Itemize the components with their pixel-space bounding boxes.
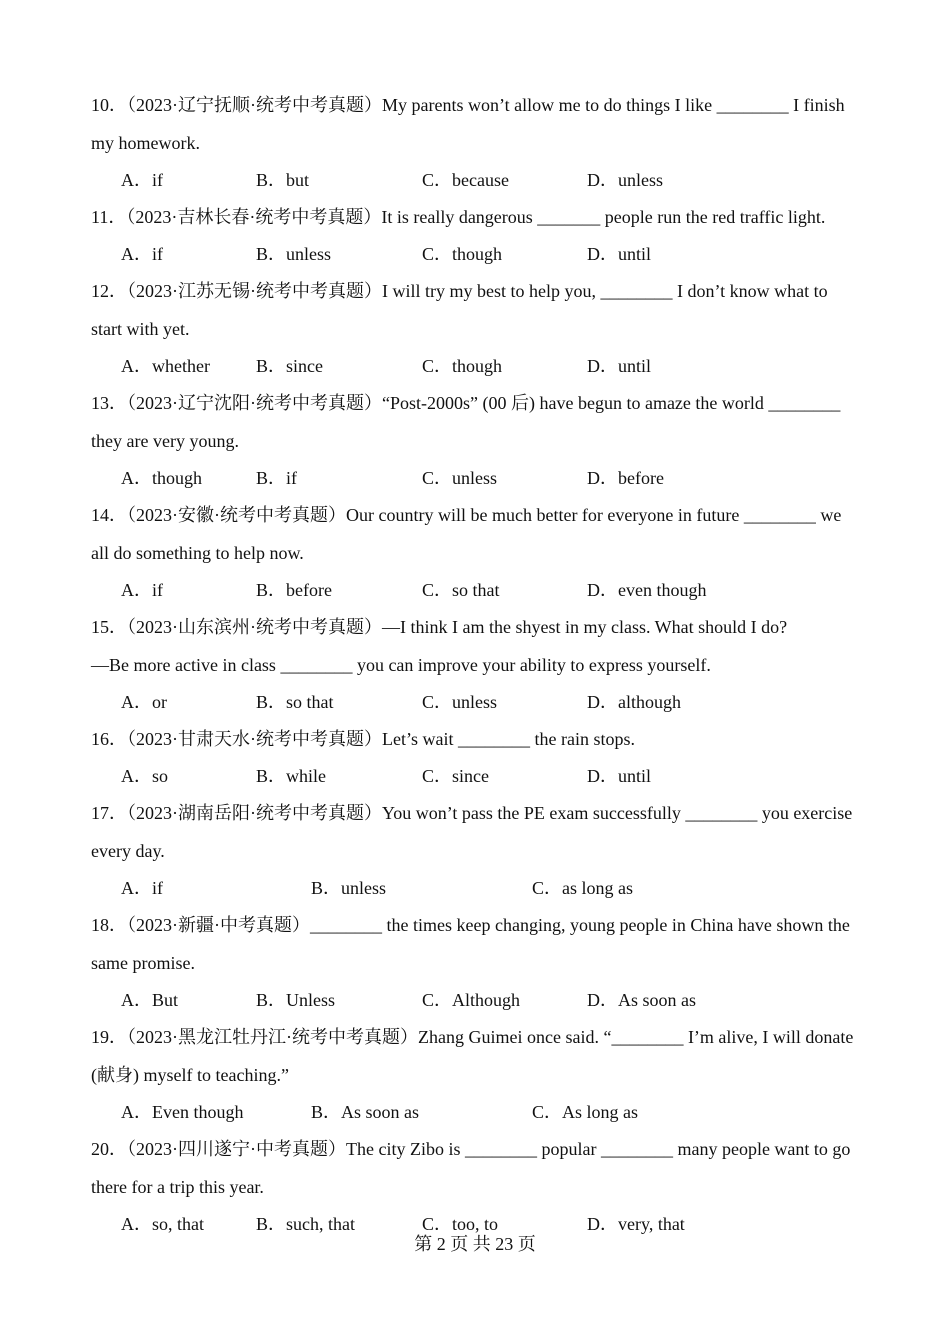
question-text: Zhang Guimei once said. “________ I’m alive, I will donate (献身) myself to teaching.” [91, 1027, 854, 1085]
question-number: 20． [91, 1139, 127, 1159]
option-a[interactable]: A．if [121, 580, 163, 600]
option-a[interactable]: A．if [121, 878, 163, 898]
question-number: 12． [91, 281, 127, 301]
question-20 [91, 1130, 861, 1242]
question-number: 18． [91, 915, 127, 935]
question-source: （2023·山东滨州·统考中考真题） [127, 617, 382, 637]
option-c[interactable]: C．as long as [532, 878, 633, 898]
question-text: You won’t pass the PE exam successfully ________ you exercise every day. [91, 803, 853, 861]
option-a[interactable]: A．if [121, 244, 163, 264]
question-number: 11． [91, 207, 127, 227]
option-b[interactable]: B．before [256, 580, 332, 600]
option-c[interactable]: C．though [422, 356, 503, 376]
options-row [91, 684, 861, 720]
question-stem [91, 1018, 861, 1094]
option-d[interactable]: D．unless [587, 170, 663, 190]
question-stem [91, 496, 861, 572]
option-b[interactable]: B．Unless [256, 990, 336, 1010]
option-b[interactable]: B．if [256, 468, 298, 488]
question-text: Let’s wait ________ the rain stops. [382, 729, 635, 749]
question-number: 15． [91, 617, 127, 637]
question-number: 14． [91, 505, 127, 525]
option-a[interactable]: A．But [121, 990, 179, 1010]
option-d[interactable]: D．until [587, 766, 652, 786]
question-10 [91, 86, 861, 198]
option-b[interactable]: B．but [256, 170, 310, 190]
option-c[interactable]: C．so that [422, 580, 500, 600]
options-row [91, 348, 861, 384]
option-a[interactable]: A．whether [121, 356, 210, 376]
question-source: （2023·湖南岳阳·统考中考真题） [127, 803, 382, 823]
question-stem [91, 794, 861, 870]
options-row [91, 870, 861, 906]
option-c[interactable]: C．though [422, 244, 503, 264]
options-row [91, 460, 861, 496]
question-text: Our country will be much better for everyone in future ________ we all do something to help now. [91, 505, 842, 563]
question-text: I will try my best to help you, ________ I don’t know what to start with yet. [91, 281, 828, 339]
question-number: 19． [91, 1027, 127, 1047]
question-stem [91, 1130, 861, 1206]
option-a[interactable]: A．so [121, 766, 169, 786]
option-b[interactable]: B．while [256, 766, 326, 786]
option-a[interactable]: A．though [121, 468, 202, 488]
question-12 [91, 272, 861, 384]
option-c[interactable]: C．unless [422, 692, 498, 712]
question-15 [91, 608, 861, 720]
question-source: （2023·安徽·统考中考真题） [127, 505, 346, 525]
question-stem [91, 272, 861, 348]
option-c[interactable]: C．because [422, 170, 509, 190]
question-source: （2023·江苏无锡·统考中考真题） [127, 281, 382, 301]
question-source: （2023·辽宁沈阳·统考中考真题） [127, 393, 382, 413]
option-b[interactable]: B．As soon as [311, 1102, 420, 1122]
options-row [91, 572, 861, 608]
option-b[interactable]: B．unless [256, 244, 332, 264]
option-d[interactable]: D．very, that [587, 1214, 685, 1234]
option-d[interactable]: D．even though [587, 580, 707, 600]
question-stem [91, 86, 861, 162]
question-source: （2023·辽宁抚顺·统考中考真题） [127, 95, 382, 115]
option-c[interactable]: C．since [422, 766, 489, 786]
question-number: 16． [91, 729, 127, 749]
question-list [91, 86, 861, 1242]
question-number: 10． [91, 95, 127, 115]
option-c[interactable]: C．too, to [422, 1214, 499, 1234]
option-a[interactable]: A．if [121, 170, 163, 190]
option-b[interactable]: B．so that [256, 692, 334, 712]
question-stem [91, 906, 861, 982]
option-b[interactable]: B．since [256, 356, 323, 376]
option-a[interactable]: A．so, that [121, 1214, 204, 1234]
question-reply: —Be more active in class ________ you can improve your ability to express yourself. [91, 655, 711, 675]
question-11 [91, 198, 861, 272]
options-row [91, 1094, 861, 1130]
question-text: It is really dangerous _______ people run the red traffic light. [381, 207, 826, 227]
options-row [91, 236, 861, 272]
question-text: —I think I am the shyest in my class. What should I do? [382, 617, 788, 637]
option-d[interactable]: D．until [587, 356, 652, 376]
question-17 [91, 794, 861, 906]
question-source: （2023·黑龙江牡丹江·统考中考真题） [127, 1027, 418, 1047]
question-source: （2023·甘肃天水·统考中考真题） [127, 729, 382, 749]
question-stem [91, 720, 861, 758]
options-row [91, 162, 861, 198]
option-d[interactable]: D．until [587, 244, 652, 264]
option-a[interactable]: A．Even though [121, 1102, 244, 1122]
question-text: The city Zibo is ________ popular ________ many people want to go there for a trip this year. [91, 1139, 851, 1197]
question-16 [91, 720, 861, 794]
options-row [91, 982, 861, 1018]
option-d[interactable]: D．although [587, 692, 681, 712]
option-d[interactable]: D．As soon as [587, 990, 697, 1010]
question-stem [91, 608, 861, 646]
page-footer: 第 2 页 共 23 页 [414, 1234, 536, 1254]
question-18 [91, 906, 861, 1018]
option-b[interactable]: B．such, that [256, 1214, 355, 1234]
question-source: （2023·新疆·中考真题） [127, 915, 310, 935]
question-source: （2023·吉林长春·统考中考真题） [126, 207, 382, 227]
question-number: 13． [91, 393, 127, 413]
question-source: （2023·四川遂宁·中考真题） [127, 1139, 346, 1159]
option-c[interactable]: C．unless [422, 468, 498, 488]
question-text: ________ the times keep changing, young people in China have shown the same promise. [91, 915, 850, 973]
question-13 [91, 384, 861, 496]
option-a[interactable]: A．or [121, 692, 167, 712]
question-text: “Post-2000s” (00 后) have begun to amaze the world ________ they are very young. [91, 393, 841, 451]
option-b[interactable]: B．unless [311, 878, 387, 898]
option-d[interactable]: D．before [587, 468, 664, 488]
option-c[interactable]: C．As long as [532, 1102, 639, 1122]
question-stem [91, 198, 861, 236]
question-14 [91, 496, 861, 608]
question-number: 17． [91, 803, 127, 823]
question-text: My parents won’t allow me to do things I like ________ I finish my homework. [91, 95, 845, 153]
question-19 [91, 1018, 861, 1130]
question-stem [91, 384, 861, 460]
option-c[interactable]: C．Although [422, 990, 521, 1010]
options-row [91, 758, 861, 794]
